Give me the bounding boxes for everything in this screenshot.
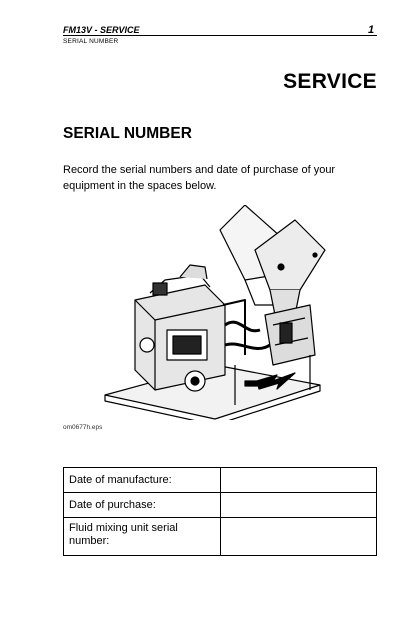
date-of-manufacture-field[interactable] xyxy=(221,468,377,493)
sub-title: SERIAL NUMBER xyxy=(63,125,192,142)
header-rule xyxy=(63,35,377,36)
date-of-manufacture-label: Date of manufacture: xyxy=(64,468,221,493)
serial-number-field[interactable] xyxy=(221,518,377,556)
page-number: 1 xyxy=(368,24,375,36)
table-row xyxy=(64,468,377,493)
section-title: SERVICE xyxy=(283,70,377,93)
fluid-mixing-unit-illustration xyxy=(95,205,330,420)
date-of-purchase-field[interactable] xyxy=(221,493,377,518)
date-of-purchase-label: Date of purchase: xyxy=(64,493,221,518)
serial-number-table xyxy=(63,467,377,556)
table-row xyxy=(64,518,377,556)
header-subtitle: SERIAL NUMBER xyxy=(63,38,119,45)
serial-number-label: Fluid mixing unit serial number: xyxy=(64,518,221,556)
intro-text: Record the serial numbers and date of purchase of your equipment in the spaces below. xyxy=(63,164,336,192)
figure-caption: om0677h.eps xyxy=(63,424,103,431)
table-row xyxy=(64,493,377,518)
header-title: FM13V - SERVICE xyxy=(63,25,140,35)
